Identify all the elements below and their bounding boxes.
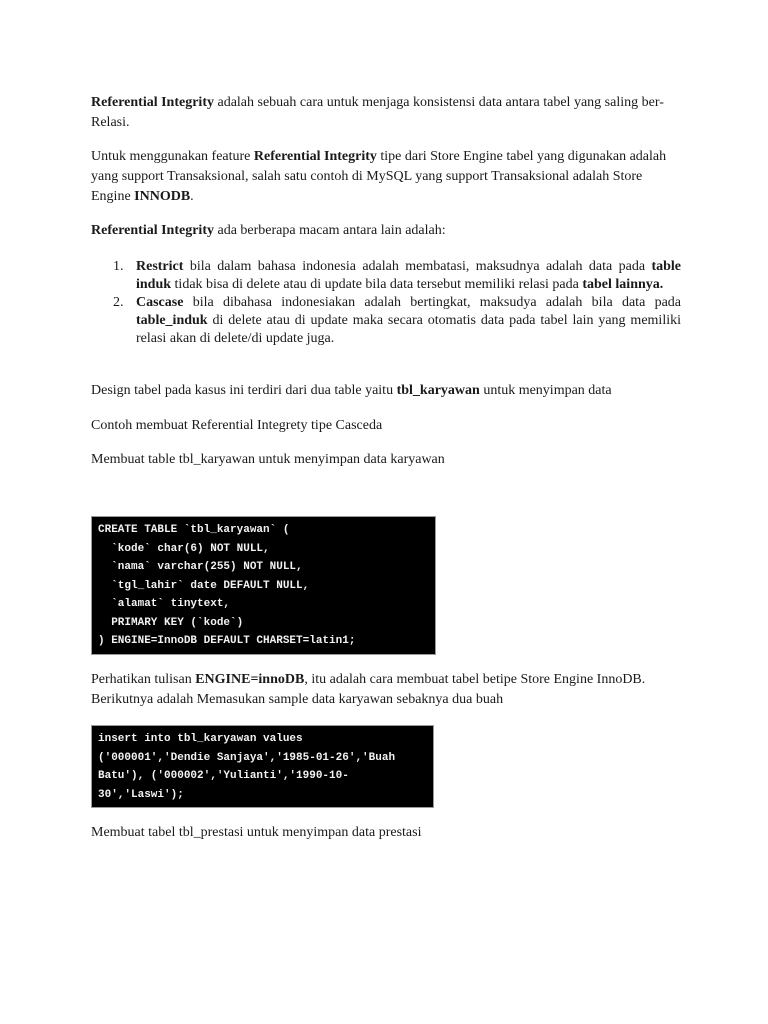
list-number: 2. <box>113 295 124 310</box>
paragraph-engine-note <box>91 670 681 710</box>
paragraph-types <box>91 221 681 241</box>
code-line: PRIMARY KEY (`kode`) <box>98 616 244 629</box>
code-line: ) ENGINE=InnoDB DEFAULT CHARSET=latin1; <box>98 635 356 647</box>
term-referential-integrity: Referential Integrity <box>91 223 214 238</box>
paragraph-feature <box>91 147 681 207</box>
list-text: bila dibahasa indonesiakan adalah bertingkat, maksudya adalah bila data pada <box>183 295 681 310</box>
types-text: ada berberapa macam antara lain adalah: <box>213 223 446 238</box>
code-line: Batu'), ('000002','Yulianti','1990-10- <box>98 770 349 782</box>
code-line: `alamat` tinytext, <box>98 598 231 610</box>
design-text-post: untuk menyimpan data <box>479 383 612 398</box>
code-line: `kode` char(6) NOT NULL, <box>98 542 270 555</box>
term-innodb: INNODB <box>134 189 191 204</box>
term-tbl-karyawan: tbl_karyawan <box>396 383 480 398</box>
code-block-create-table <box>91 516 436 655</box>
list-item-restrict <box>91 258 681 294</box>
code-line: 30','Laswi'); <box>98 788 184 801</box>
code-line: `tgl_lahir` date DEFAULT NULL, <box>98 579 310 592</box>
term-referential-integrity: Referential Integrity <box>91 95 214 110</box>
term-table-induk: table_induk <box>136 313 208 328</box>
feature-text-post: . <box>190 189 194 204</box>
paragraph-design <box>91 381 681 401</box>
integrity-types-list <box>91 258 681 348</box>
paragraph-intro <box>91 93 681 133</box>
design-text-pre: Design tabel pada kasus ini terdiri dari dua table yaitu <box>91 383 397 398</box>
term-cascase: Cascase <box>136 295 184 310</box>
code-line: ('000001','Dendie Sanjaya','1985-01-26','Buah <box>98 751 396 764</box>
code-block-insert <box>91 725 434 808</box>
engine-text-pre: Perhatikan tulisan <box>91 672 196 687</box>
paragraph-create-table: Membuat table tbl_karyawan untuk menyimpan data karyawan <box>91 452 445 467</box>
list-number: 1. <box>113 259 124 274</box>
code-line: insert into tbl_karyawan values <box>98 733 303 745</box>
intro-text: adalah sebuah cara untuk menjaga konsistensi data antara tabel yang saling ber-Relasi. <box>91 95 664 130</box>
engine-text-post: , itu adalah cara membuat tabel betipe Store Engine InnoDB. Berikutnya adalah Memasukan sample data karyawan sebaknya dua buah <box>91 672 646 707</box>
paragraph-example: Contoh membuat Referential Integrety tipe Casceda <box>91 418 383 433</box>
term-referential-integrity: Referential Integrity <box>253 149 377 164</box>
list-text: bila dalam bahasa indonesia adalah membatasi, maksudnya adalah data pada <box>183 259 652 274</box>
term-table-induk: table induk <box>136 259 681 292</box>
term-tabel-lainnya: tabel lainnya. <box>582 277 664 292</box>
list-item-cascade <box>91 294 681 348</box>
term-engine-innodb: ENGINE=innoDB <box>195 672 305 687</box>
feature-text-mid: tipe dari Store Engine tabel yang digunakan adalah yang support Transaksional, salah satu contoh di MySQL yang support Transaksional adalah Store Engine <box>91 149 667 204</box>
list-text: tidak bisa di delete atau di update bila data tersebut memiliki relasi pada <box>171 277 583 292</box>
paragraph-prestasi: Membuat tabel tbl_prestasi untuk menyimpan data prestasi <box>91 825 422 840</box>
code-line: CREATE TABLE `tbl_karyawan` ( <box>98 524 290 536</box>
code-line: `nama` varchar(255) NOT NULL, <box>98 561 303 573</box>
feature-text-pre: Untuk menggunakan feature <box>91 149 254 164</box>
list-text: di delete atau di update maka secara otomatis data pada tabel lain yang memiliki relasi akan di delete/di update juga. <box>136 313 681 346</box>
term-restrict: Restrict <box>136 259 184 274</box>
